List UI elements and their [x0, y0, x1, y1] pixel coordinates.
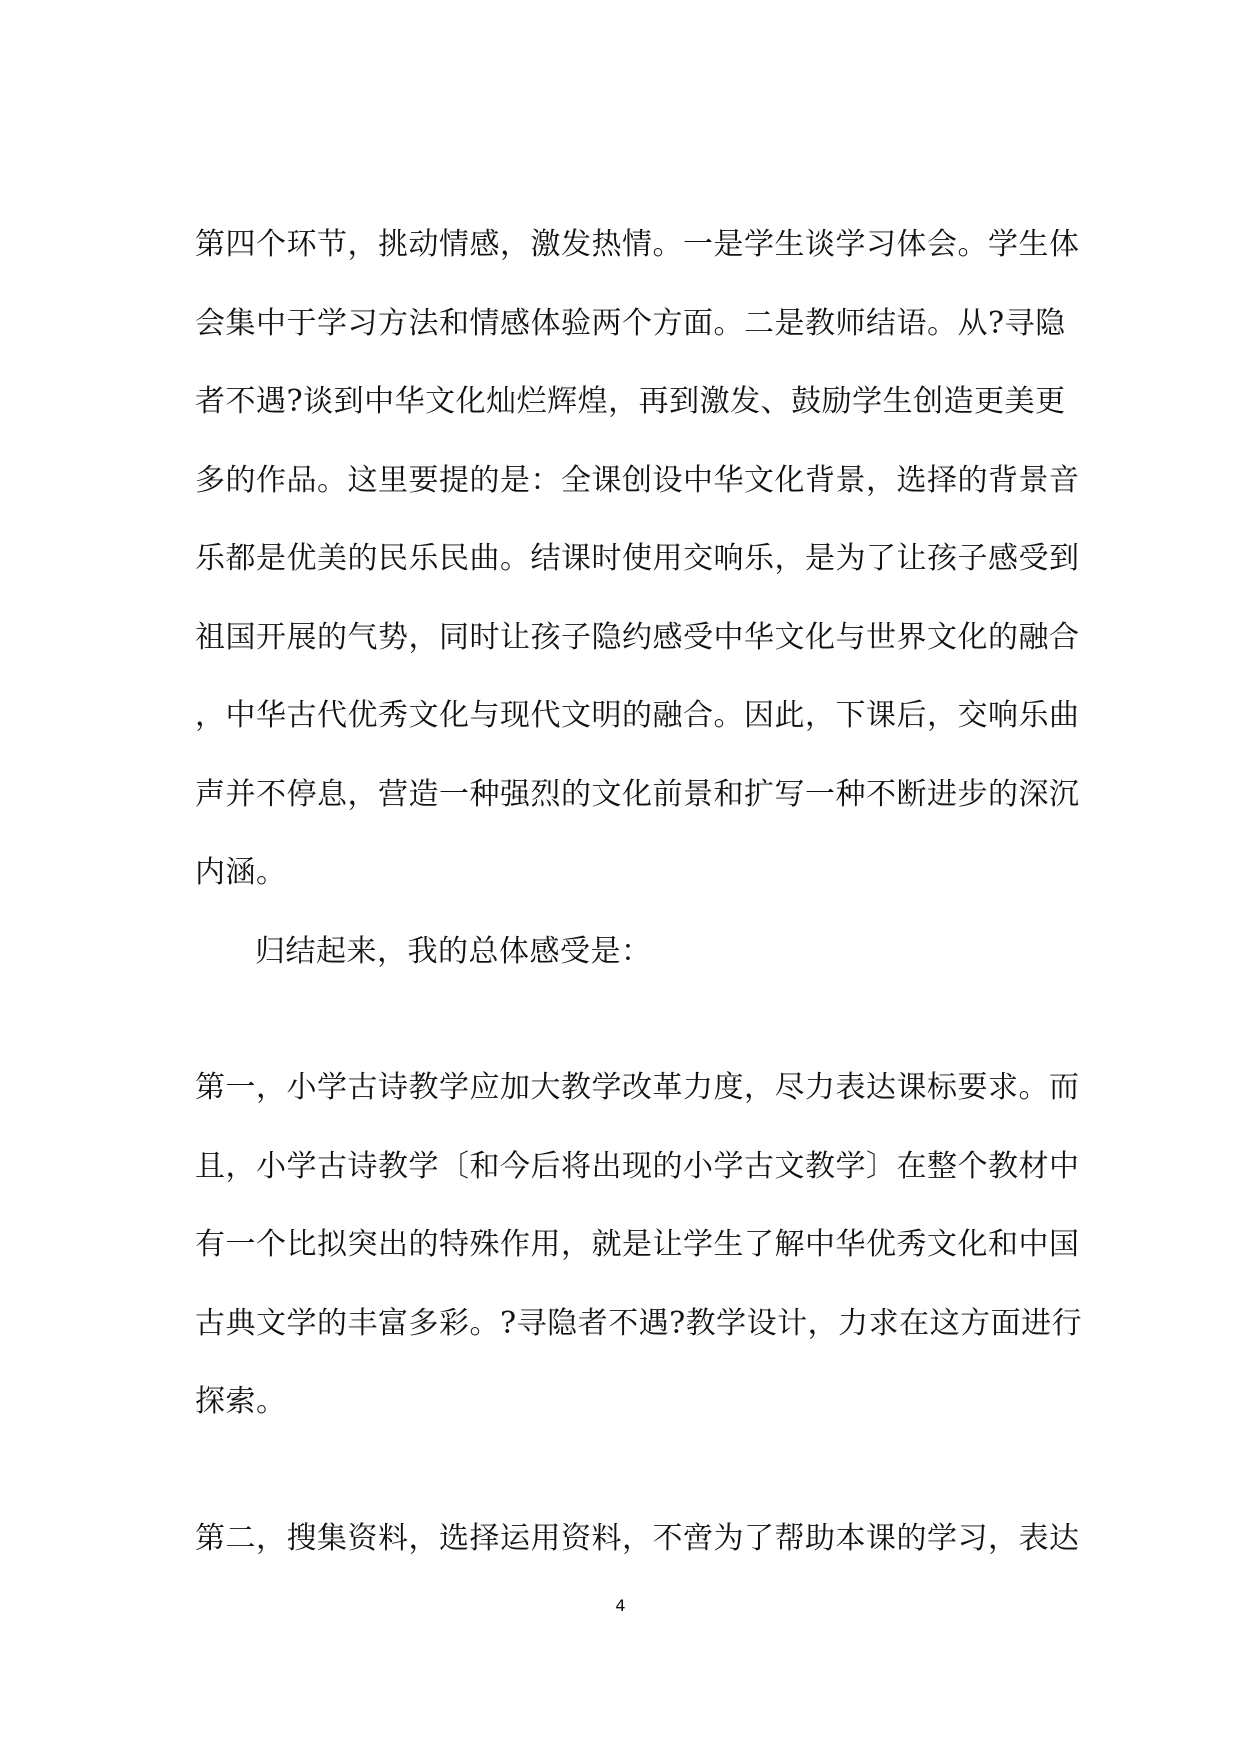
- text-line: 探索。: [195, 1384, 287, 1419]
- text-line: 第二，搜集资料，选择运用资料，不啻为了帮助本课的学习，表达: [195, 1521, 1080, 1556]
- text-line: 祖国开展的气势，同时让孩子隐约感受中华文化与世界文化的融合: [195, 620, 1080, 655]
- text-line: 古典文学的丰富多彩。?寻隐者不遇?教学设计，力求在这方面进行: [195, 1306, 1083, 1341]
- text-line: 内涵。: [195, 855, 287, 890]
- text-line: 会集中于学习方法和情感体验两个方面。二是教师结语。从?寻隐: [195, 306, 1066, 341]
- text-line: 且，小学古诗教学〔和今后将出现的小学古文教学〕在整个教材中: [195, 1149, 1080, 1184]
- text-line: 第四个环节，挑动情感，激发热情。一是学生谈学习体会。学生体: [195, 227, 1080, 262]
- text-line: 声并不停息，营造一种强烈的文化前景和扩写一种不断进步的深沉: [195, 777, 1080, 812]
- text-line: 有一个比拟突出的特殊作用，就是让学生了解中华优秀文化和中国: [195, 1227, 1080, 1262]
- text-line: 第一，小学古诗教学应加大教学改革力度，尽力表达课标要求。而: [195, 1070, 1080, 1105]
- text-line: ，中华古代优秀文化与现代文明的融合。因此，下课后，交响乐曲: [195, 698, 1080, 733]
- text-line: 归结起来，我的总体感受是：: [255, 934, 652, 969]
- text-line: 者不遇?谈到中华文化灿烂辉煌，再到激发、鼓励学生创造更美更: [195, 384, 1066, 419]
- text-line: 多的作品。这里要提的是：全课创设中华文化背景，选择的背景音: [195, 463, 1080, 498]
- page-number: 4: [615, 1596, 626, 1615]
- text-line: 乐都是优美的民乐民曲。结课时使用交响乐，是为了让孩子感受到: [195, 541, 1080, 576]
